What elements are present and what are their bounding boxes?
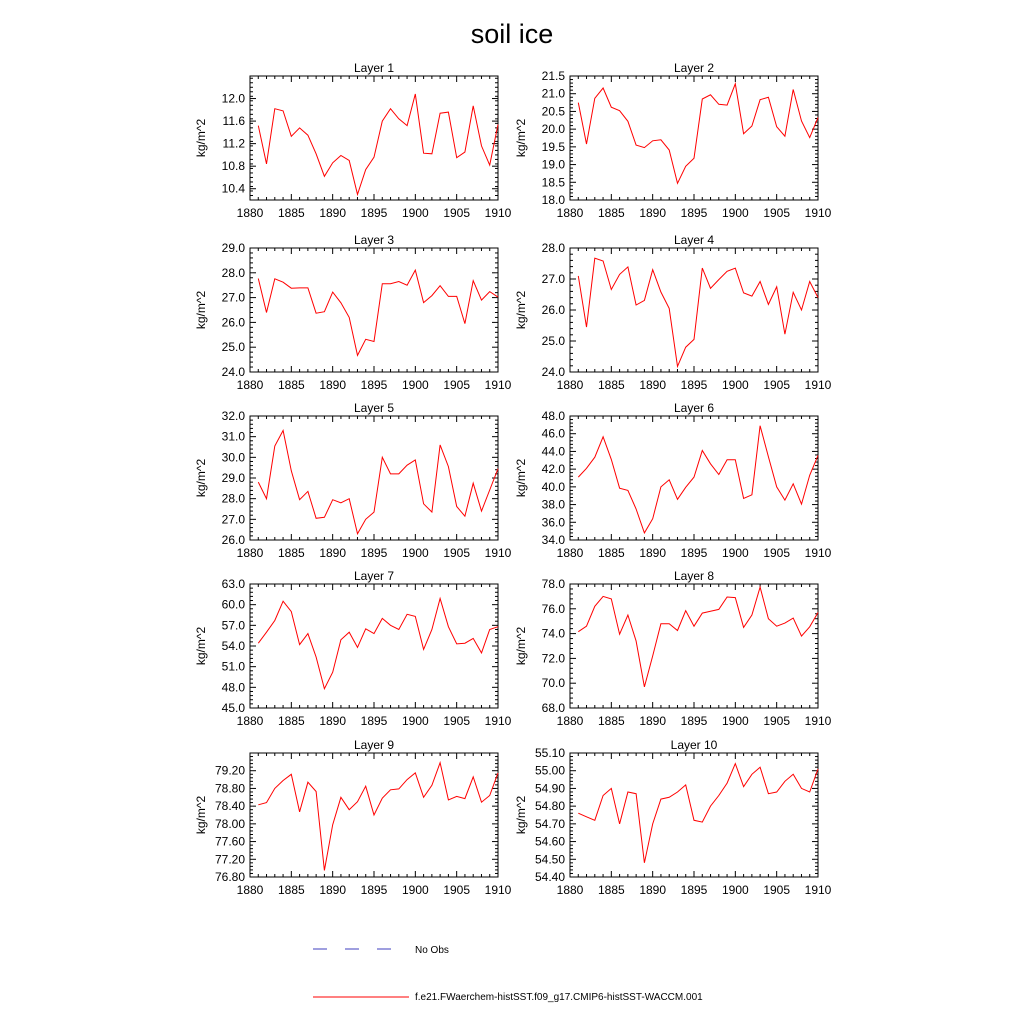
x-tick-label: 1890	[319, 546, 347, 560]
x-tick-label: 1900	[721, 546, 749, 560]
y-axis-label: kg/m^2	[194, 118, 208, 158]
x-tick-label: 1910	[484, 714, 512, 728]
series-line	[578, 426, 818, 533]
series-line	[258, 270, 498, 355]
x-tick-label: 1900	[401, 714, 429, 728]
x-tick-label: 1900	[401, 378, 429, 392]
x-tick-label: 1885	[277, 378, 305, 392]
panel-layer-5	[194, 401, 512, 560]
panel-layer-4	[514, 233, 832, 392]
plot-frame	[250, 416, 498, 540]
y-tick-label: 77.60	[214, 834, 245, 849]
x-tick-label: 1880	[556, 714, 584, 728]
x-tick-label: 1880	[556, 206, 584, 220]
panel-layer-6	[514, 401, 832, 560]
x-tick-label: 1880	[556, 378, 584, 392]
y-tick-label: 63.0	[221, 577, 245, 591]
panel-title: Layer 5	[353, 401, 395, 415]
y-tick-label: 18.5	[541, 175, 565, 190]
y-tick-label: 29.0	[221, 241, 245, 255]
y-tick-label: 76.0	[541, 601, 565, 616]
x-tick-label: 1880	[236, 714, 264, 728]
x-tick-label: 1895	[360, 206, 388, 220]
plot-frame	[570, 76, 818, 200]
panel-layer-2	[514, 61, 832, 220]
x-tick-label: 1900	[721, 714, 749, 728]
x-tick-label: 1895	[680, 206, 708, 220]
panel-title: Layer 6	[673, 401, 715, 415]
legend-model-label: f.e21.FWaerchem-histSST.f09_g17.CMIP6-histSST-WACCM.001	[415, 992, 703, 1003]
x-tick-label: 1900	[401, 883, 429, 897]
y-tick-label: 20.0	[541, 122, 565, 137]
x-tick-label: 1910	[804, 546, 832, 560]
page-title: soil ice	[470, 19, 554, 49]
panel-title: Layer 7	[353, 569, 395, 583]
series-line	[578, 258, 818, 366]
y-tick-label: 26.0	[221, 315, 245, 330]
plot-frame	[570, 584, 818, 708]
x-tick-label: 1895	[680, 883, 708, 897]
x-tick-label: 1900	[401, 546, 429, 560]
series-line	[578, 84, 818, 184]
y-axis-label: kg/m^2	[194, 626, 208, 666]
panel-layer-3	[194, 233, 512, 392]
x-tick-label: 1890	[319, 378, 347, 392]
y-tick-label: 27.0	[221, 290, 245, 305]
y-tick-label: 36.0	[541, 515, 565, 530]
y-tick-label: 42.0	[541, 462, 565, 477]
x-tick-label: 1880	[556, 883, 584, 897]
x-tick-label: 1910	[804, 206, 832, 220]
x-tick-label: 1890	[319, 714, 347, 728]
y-tick-label: 46.0	[541, 426, 565, 441]
x-tick-label: 1885	[277, 546, 305, 560]
x-tick-label: 1910	[804, 883, 832, 897]
y-tick-label: 78.40	[214, 799, 245, 814]
panel-layer-10	[514, 738, 832, 897]
x-tick-label: 1890	[639, 546, 667, 560]
y-tick-label: 29.0	[221, 471, 245, 485]
x-tick-label: 1890	[639, 206, 667, 220]
x-tick-label: 1885	[277, 883, 305, 897]
y-tick-label: 21.5	[541, 69, 565, 83]
y-tick-label: 19.0	[541, 157, 565, 172]
x-tick-label: 1910	[484, 546, 512, 560]
x-tick-label: 1885	[597, 883, 625, 897]
x-tick-label: 1905	[763, 883, 791, 897]
x-tick-label: 1905	[443, 546, 471, 560]
y-axis-label: kg/m^2	[194, 458, 208, 498]
y-tick-label: 40.0	[541, 479, 565, 494]
x-tick-label: 1905	[443, 206, 471, 220]
y-tick-label: 76.80	[214, 870, 245, 884]
y-tick-label: 26.0	[221, 533, 245, 547]
x-tick-label: 1900	[721, 378, 749, 392]
y-tick-label: 10.4	[221, 181, 245, 196]
y-tick-label: 12.0	[221, 91, 245, 106]
series-line	[578, 764, 818, 863]
y-tick-label: 28.0	[221, 491, 245, 506]
y-tick-label: 11.2	[222, 136, 245, 151]
plot-frame	[250, 76, 498, 200]
y-tick-label: 54.90	[534, 781, 565, 796]
x-tick-label: 1895	[360, 378, 388, 392]
x-tick-label: 1890	[639, 714, 667, 728]
x-tick-label: 1880	[236, 206, 264, 220]
series-line	[258, 94, 498, 194]
x-tick-label: 1910	[804, 378, 832, 392]
x-tick-label: 1880	[236, 378, 264, 392]
y-tick-label: 70.0	[541, 676, 565, 691]
series-line	[258, 431, 498, 534]
y-tick-label: 54.0	[221, 639, 245, 653]
y-tick-label: 25.0	[221, 340, 245, 355]
x-tick-label: 1890	[319, 206, 347, 220]
panel-title: Layer 2	[673, 61, 715, 75]
y-tick-label: 55.00	[534, 763, 565, 778]
panel-title: Layer 10	[670, 738, 718, 752]
y-tick-label: 60.0	[221, 597, 245, 612]
y-tick-label: 19.5	[541, 139, 565, 154]
x-tick-label: 1880	[236, 883, 264, 897]
y-tick-label: 78.00	[214, 816, 245, 831]
panels-group	[194, 61, 832, 897]
series-line	[258, 599, 498, 689]
y-tick-label: 18.0	[541, 193, 565, 207]
y-axis-label: kg/m^2	[194, 795, 208, 835]
y-axis-label: kg/m^2	[194, 290, 208, 330]
y-tick-label: 31.0	[221, 429, 245, 444]
panel-title: Layer 4	[673, 233, 715, 247]
y-tick-label: 44.0	[541, 444, 565, 459]
y-tick-label: 54.50	[534, 852, 565, 867]
y-tick-label: 28.0	[221, 265, 245, 280]
y-tick-label: 48.0	[221, 680, 245, 695]
y-tick-label: 11.6	[222, 114, 245, 129]
y-tick-label: 78.0	[541, 577, 565, 591]
panel-title: Layer 3	[353, 233, 395, 247]
panel-title: Layer 9	[353, 738, 395, 752]
y-tick-label: 38.0	[541, 497, 565, 512]
panel-layer-8	[514, 569, 832, 728]
x-tick-label: 1890	[639, 883, 667, 897]
x-tick-label: 1895	[680, 714, 708, 728]
x-tick-label: 1905	[443, 378, 471, 392]
y-tick-label: 34.0	[541, 533, 565, 547]
y-tick-label: 10.8	[221, 159, 245, 174]
legend	[313, 945, 703, 1003]
x-tick-label: 1880	[236, 546, 264, 560]
x-tick-label: 1905	[763, 714, 791, 728]
x-tick-label: 1905	[443, 714, 471, 728]
y-tick-label: 77.20	[214, 852, 245, 867]
x-tick-label: 1880	[556, 546, 584, 560]
y-tick-label: 68.0	[541, 701, 565, 715]
x-tick-label: 1900	[401, 206, 429, 220]
x-tick-label: 1895	[360, 714, 388, 728]
x-tick-label: 1885	[597, 546, 625, 560]
y-tick-label: 79.20	[214, 763, 245, 778]
x-tick-label: 1885	[597, 206, 625, 220]
y-tick-label: 54.60	[534, 834, 565, 849]
y-tick-label: 78.80	[214, 781, 245, 796]
x-tick-label: 1905	[763, 546, 791, 560]
y-tick-label: 25.0	[541, 334, 565, 348]
x-tick-label: 1905	[763, 206, 791, 220]
y-tick-label: 54.80	[534, 799, 565, 814]
x-tick-label: 1885	[277, 714, 305, 728]
x-tick-label: 1895	[360, 546, 388, 560]
x-tick-label: 1885	[597, 378, 625, 392]
y-tick-label: 21.0	[541, 86, 565, 101]
x-tick-label: 1905	[443, 883, 471, 897]
y-axis-label: kg/m^2	[514, 458, 528, 498]
y-tick-label: 26.0	[541, 303, 565, 317]
x-tick-label: 1910	[484, 206, 512, 220]
x-tick-label: 1910	[484, 883, 512, 897]
plot-frame	[570, 753, 818, 877]
y-tick-label: 72.0	[541, 651, 565, 666]
x-tick-label: 1885	[597, 714, 625, 728]
y-tick-label: 51.0	[221, 659, 245, 674]
y-axis-label: kg/m^2	[514, 118, 528, 158]
x-tick-label: 1910	[804, 714, 832, 728]
x-tick-label: 1890	[319, 883, 347, 897]
legend-obs-label: No Obs	[415, 945, 449, 956]
y-tick-label: 54.40	[534, 870, 565, 884]
y-tick-label: 28.0	[541, 241, 565, 255]
x-tick-label: 1890	[639, 378, 667, 392]
y-tick-label: 55.10	[534, 746, 565, 760]
y-tick-label: 30.0	[221, 450, 245, 465]
y-tick-label: 32.0	[221, 409, 245, 423]
x-tick-label: 1900	[721, 883, 749, 897]
x-tick-label: 1905	[763, 378, 791, 392]
series-line	[578, 587, 818, 687]
series-line	[258, 763, 498, 871]
x-tick-label: 1895	[680, 378, 708, 392]
y-tick-label: 57.0	[221, 618, 245, 633]
y-tick-label: 27.0	[541, 272, 565, 286]
y-axis-label: kg/m^2	[514, 290, 528, 330]
panel-layer-9	[194, 738, 512, 897]
y-axis-label: kg/m^2	[514, 626, 528, 666]
x-tick-label: 1895	[360, 883, 388, 897]
y-tick-label: 24.0	[541, 365, 565, 379]
panel-title: Layer 8	[673, 569, 715, 583]
y-axis-label: kg/m^2	[514, 795, 528, 835]
y-tick-label: 45.0	[221, 701, 245, 715]
y-tick-label: 20.5	[541, 104, 565, 119]
y-tick-label: 48.0	[541, 409, 565, 423]
x-tick-label: 1885	[277, 206, 305, 220]
x-tick-label: 1910	[484, 378, 512, 392]
x-tick-label: 1900	[721, 206, 749, 220]
plot-frame	[570, 416, 818, 540]
x-tick-label: 1895	[680, 546, 708, 560]
panel-layer-7	[194, 569, 512, 728]
panel-title: Layer 1	[353, 61, 395, 75]
plot-frame	[250, 584, 498, 708]
y-tick-label: 27.0	[221, 512, 245, 527]
y-tick-label: 74.0	[541, 626, 565, 641]
y-tick-label: 54.70	[534, 816, 565, 831]
panel-layer-1	[194, 61, 512, 220]
y-tick-label: 24.0	[221, 365, 245, 379]
